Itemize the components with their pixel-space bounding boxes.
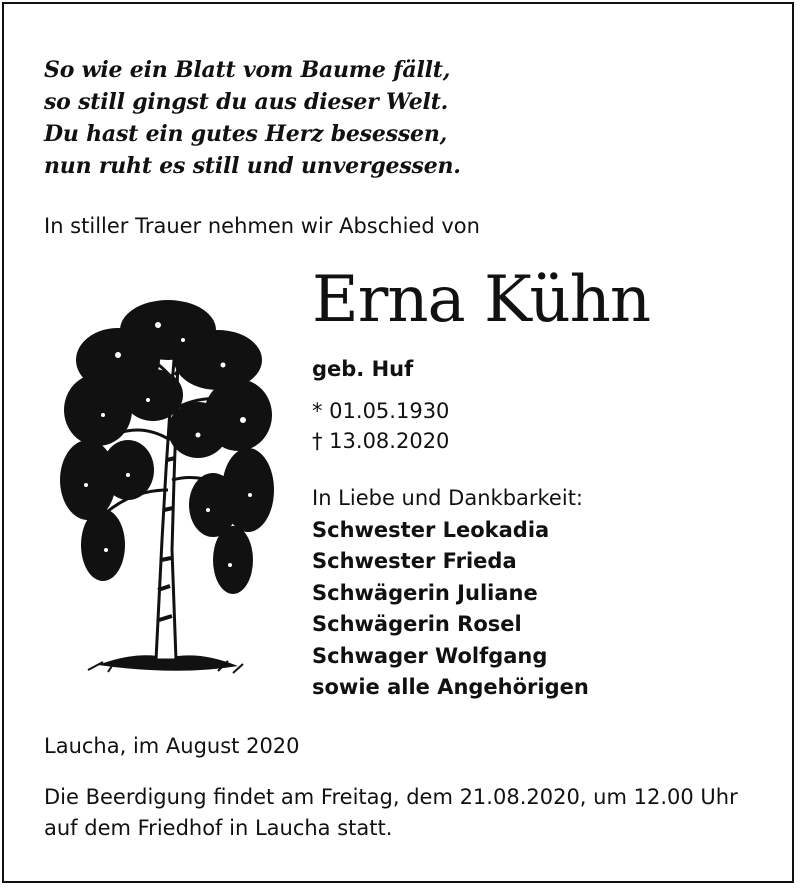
mourner-item: Schwager Wolfgang [312,643,548,668]
mourners-heading: In Liebe und Dankbarkeit: [312,486,584,510]
deceased-name: Erna Kühn [312,263,651,337]
mourner-item: Schwägerin Rosel [312,612,522,636]
mourner-item: sowie alle Angehörigen [312,675,589,699]
mourner-item: Schwester Frieda [312,549,517,573]
life-dates [312,396,449,456]
poem-line: so still gingst du aus dieser Welt. [44,89,449,115]
death-date: † 13.08.2020 [312,429,450,453]
poem-line: Du hast ein gutes Herz besessen, [44,121,448,147]
funeral-notice: Die Beerdigung findet am Freitag, dem 21.08.2020, um 12.00 Uhr auf dem Friedhof in Laucha statt. [44,785,738,840]
poem [44,54,461,182]
intro-text: In stiller Trauer nehmen wir Abschied von [44,214,480,238]
poem-line: nun ruht es still und unvergessen. [44,153,461,179]
maiden-name: geb. Huf [312,357,414,381]
poem-line: So wie ein Blatt vom Baume fällt, [44,57,451,83]
mourners-list [312,483,589,704]
birch-tree-illustration [58,290,276,690]
birth-date: * 01.05.1930 [312,399,450,423]
mourner-item: Schwägerin Juliane [312,580,538,605]
place-and-date: Laucha, im August 2020 [44,734,300,758]
mourner-item: Schwester Leokadia [312,517,550,542]
